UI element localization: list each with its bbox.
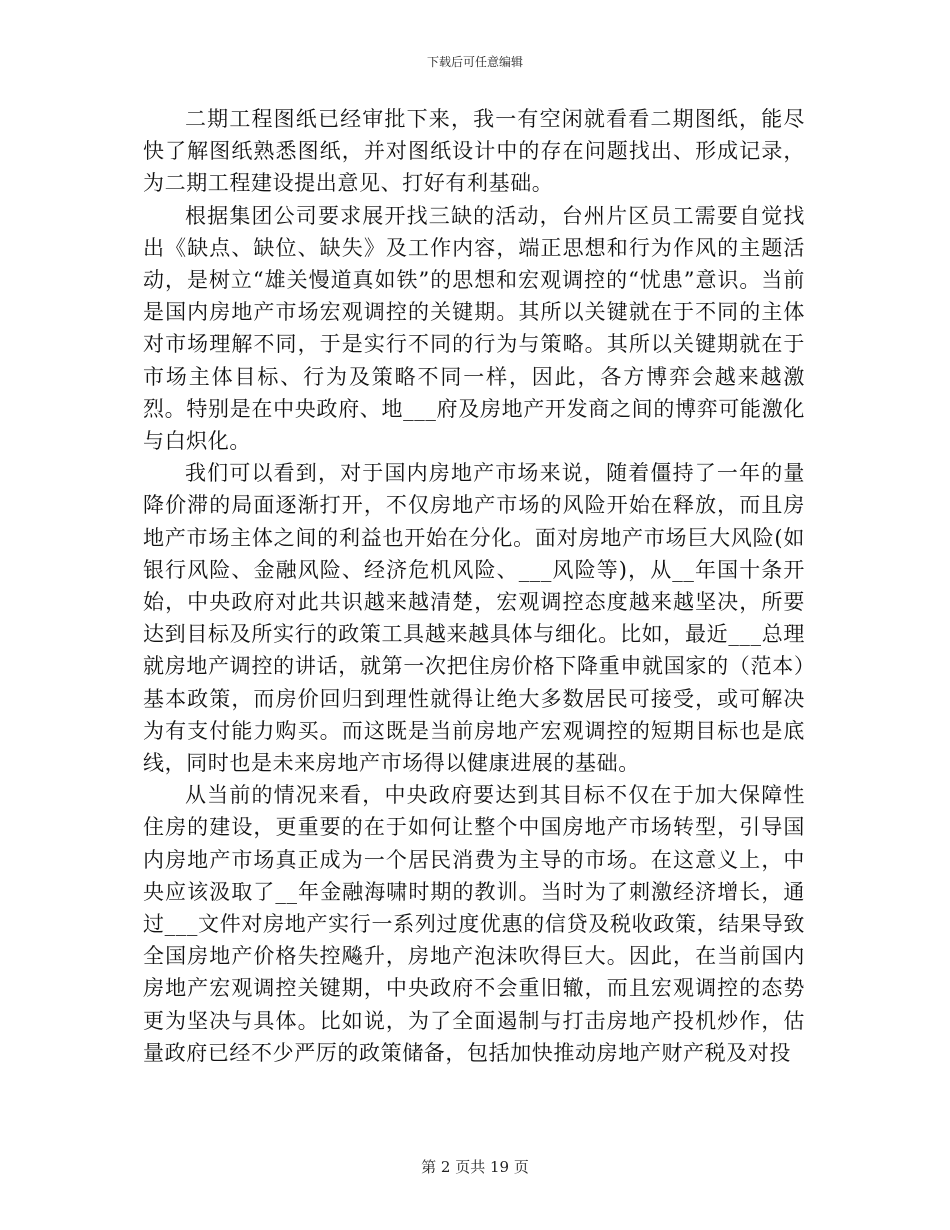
paragraph-1: 二期工程图纸已经审批下来，我一有空闲就看看二期图纸，能尽快了解图纸熟悉图纸，并对图纸设计中的存在问题找出、形成记录，为二期工程建设提出意见、打好有利基础。 (143, 107, 805, 196)
page-header: 下载后可任意编辑 (426, 55, 523, 69)
paragraph-4: 从当前的情况来看，中央政府要达到其目标不仅在于加大保障性住房的建设，更重要的在于如何让整个中国房地产市场转型，引导国内房地产市场真正成为一个居民消费为主导的市场。在这意义上，中央应该汲取了__年金融海啸时期的教训。当时为了刺激经济增长，通过___文件对房地产实行一系列过度优惠的信贷及税收政策，结果导致全国房地产价格失控飚升，房地产泡沫吹得巨大。因此，在当前国内房地产宏观调控关键期，中央政府不会重旧辙，而且宏观调控的态势更为坚决与具体。比如说，为了全面遏制与打击房地产投机炒作，估量政府已经不少严厉的政策储备，包括加快推动房地产财产税及对投 (143, 783, 805, 1065)
page-footer: 第 2 页共 19 页 (421, 1158, 529, 1176)
paragraph-3: 我们可以看到，对于国内房地产市场来说，随着僵持了一年的量降价滞的局面逐渐打开，不仅房地产市场的风险开始在释放，而且房地产市场主体之间的利益也开始在分化。面对房地产市场巨大风险(如银行风险、金融风险、经济危机风险、___风险等)，从__年国十条开始，中央政府对此共识越来越清楚，宏观调控态度越来越坚决，所要达到目标及所实行的政策工具越来越具体与细化。比如，最近___总理就房地产调控的讲话，就第一次把住房价格下降重申就国家的（范本）基本政策，而房价回归到理性就得让绝大多数居民可接受，或可解决为有支付能力购买。而这既是当前房地产宏观调控的短期目标也是底线，同时也是未来房地产市场得以健康进展的基础。 (143, 461, 805, 776)
document-body (143, 103, 805, 1069)
paragraph-2: 根据集团公司要求展开找三缺的活动，台州片区员工需要自觉找出《缺点、缺位、缺失》及工作内容，端正思想和行为作风的主题活动，是树立“雄关慢道真如铁”的思想和宏观调控的“忧患”意识。当前是国内房地产市场宏观调控的关键期。其所以关键就在于不同的主体对市场理解不同，于是实行不同的行为与策略。其所以关键期就在于市场主体目标、行为及策略不同一样，因此，各方博弈会越来越激烈。特别是在中央政府、地___府及房地产开发商之间的博弈可能激化与白炽化。 (143, 203, 805, 454)
